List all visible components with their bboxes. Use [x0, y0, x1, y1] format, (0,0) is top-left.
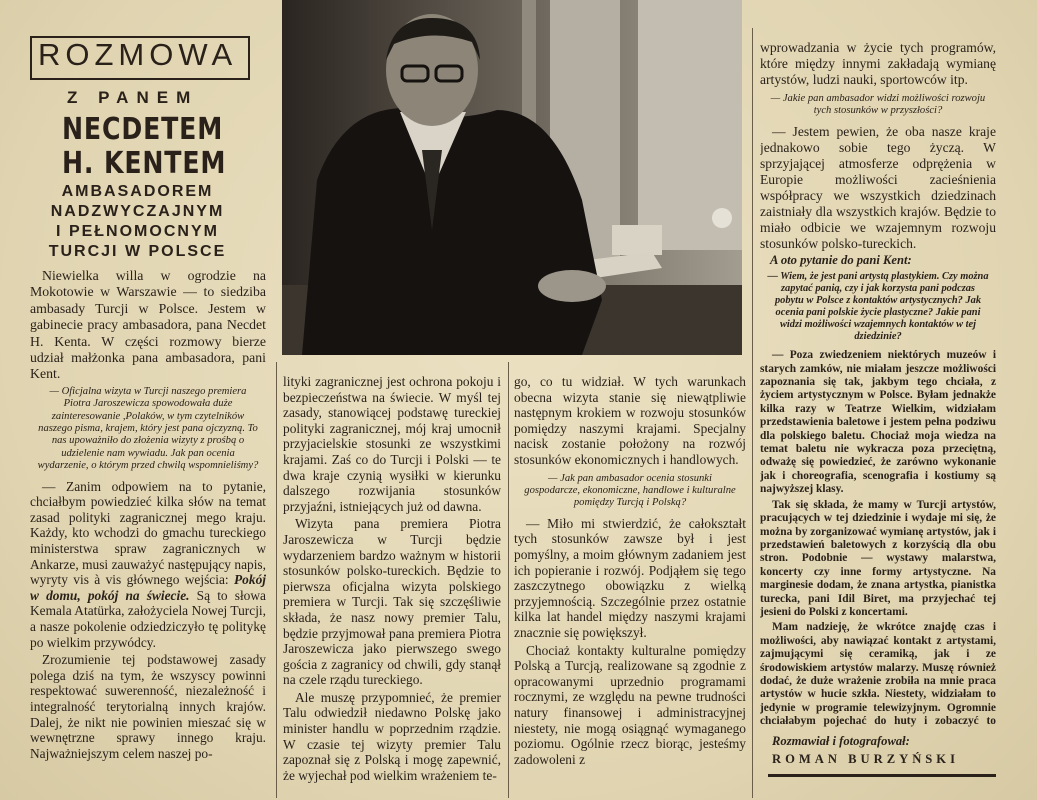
kent-heading: A oto pytanie do pani Kent: [770, 252, 912, 267]
question-2: — Jak pan ambasador ocenia stosunki gospodarcze, ekonomiczne, handlowe i kulturalne pomiędzy Turcją i Polską? [524, 472, 736, 509]
column-2 [283, 374, 501, 794]
intro-paragraph: Niewielka willa w ogrodzie na Mokotowie w Warszawie — to siedziba ambasady Turcji w Polsce. Jestem w gabinecie pracy ambasadora, pana Necdet H. Kenta. W części rozmowy bierze udział małżonka pana ambasadora, pani Kent. [30, 268, 266, 382]
motto: Pokój w domu, pokój na świecie. [30, 572, 266, 603]
question-3: — Jakie pan ambasador widzi możliwości rozwoju tych stosunków w przyszłości? [770, 93, 986, 117]
col2-paragraph-1: lityki zagranicznej jest ochrona pokoju i bezpieczeństwa na świecie. W myśl tej zasady, stanowiącej podstawę tureckiej polityki zagranicznej, mój kraj umocnił przyjacielskie stosunki ze wszystkimi krajami. Zaś co do Turcji i Polski — te dwa kraje czynią wysiłki w kierunku dalszego rozwijania stosunków przyjaźni, istniejących już od dawna. [283, 374, 501, 514]
subtitle-line-4: TURCJI W POLSCE [48, 243, 227, 260]
column-3 [514, 374, 746, 794]
column-4 [760, 40, 996, 730]
column-rule-3 [752, 28, 753, 798]
col3-paragraph-1: go, co tu widział. W tych warunkach obecna wizyta stanie się niewątpliwie następnym krokiem w rozwoju stosunków pomiędzy naszymi krajami. Specjalny nacisk zostanie położony na rozwój stosunków ekonomicznych i handlowych. [514, 374, 746, 467]
col2-paragraph-2: Wizyta pana premiera Piotra Jaroszewicza w Turcji będzie wydarzeniem bardzo ważnym w historii stosunków polsko-tureckich. Będzie to pierwsza oficjalna wizyta polskiego premiera w Turcji. Tak się szczęśliwie składa, że nasz nowy premier Talu, będzie przyjmował pana premiera Piotra Jaroszewicza jako pierwszego swego gościa z zagranicy od chwili, gdy stanął na czele rządu tureckiego. [283, 516, 501, 688]
question-4: — Wiem, że jest pani artystą plastykiem. Czy można zapytać panią, czy i jak korzysta pani podczas pobytu w Polsce z kontaktów artystycznych? Jak ocenia pani polskie życie plastyczne? Jakie pani widzi możliwości wzajemnych kontaktów w tej dziedzinie? [767, 271, 989, 343]
subtitle-line-3: I PEŁNOMOCNYM [56, 223, 219, 240]
ambassador-photo [282, 0, 742, 355]
subtitle-line-1: AMBASADOREM [61, 183, 214, 200]
question-1: — Oficjalna wizyta w Turcji naszego premiera Piotra Jaroszewicza spowodowała duże zainteresowanie ,Polaków, w tym czytelników naszego pisma, krajem, który jest pana ojczyzną. To nas upoważniło do złożenia wizyty z prośbą o udzielenie nam wywiadu. Jak pan ocenia wydarzenie, o którym przed chwilą wspomnieliśmy? [37, 385, 259, 472]
title-name-line2: H. KENTEM [62, 146, 227, 181]
col2-paragraph-3: Ale muszę przypomnieć, że premier Talu odwiedził niedawno Polskę jako minister handlu w poprzednim rządzie. W czasie tej wizyty premier Talu zapoznał się z Polską i mogę zapewnić, że wyjechał pod wielkim wrażeniem te- [283, 689, 501, 783]
col3-paragraph-3: Chociaż kontakty kulturalne pomiędzy Polską a Turcją, realizowane są zgodnie z opracowanymi uprzednio programami rocznymi, ze względu na pewne trudności natury finansowej i administracyjnej niestety, nie mogą osiągnąć wymaganego poziomu. Ogólnie rzecz biorąc, jesteśmy zadowoleni z [514, 642, 746, 767]
col4-paragraph-1: wprowadzania w życie tych programów, które między innymi zakładają wymianę artystów, ludzi nauki, sportowców itp. [760, 40, 996, 87]
kent-answer-3: Mam nadzieję, że wkrótce znajdę czas i możliwości, aby nawiązać kontakt z artystami, zajmującymi się ceramiką, jak i ze środowiskiem artystów malarzy. Muszę również dodać, że duże wrażenie zrobiła na mnie praca artystów w hucie szkła. Niestety, widziałam to jedynie w programie telewizyjnym. Ogromnie chciałabym pojechać do huty i zobaczyć to [760, 621, 996, 728]
kent-answer-1: — Poza zwiedzeniem niektórych muzeów i starych zamków, nie miałam jeszcze możliwości zapoznania się tak, jakbym tego chciała, z życiem artystycznym w Polsce. Byłam jednakże kilka razy w Teatrze Wielkim, widziałam przedstawienia baletowe i jestem pełna podziwu dla polskiego baletu. Chociaż moja wiedza na temat baletu nie wykracza poza przeciętną, odważę się powiedzieć, że zarówno wykonanie jak i choreografia, scenografia i kostiumy są najwyższej klasy. [760, 349, 996, 496]
bottom-rule [768, 774, 996, 777]
subtitle-line-2: NADZWYCZAJNYM [50, 203, 225, 220]
column-rule-2 [508, 362, 509, 798]
col3-paragraph-2: — Miło mi stwierdzić, że całokształt tych stosunków zawsze był i jest pomyślny, a moim głównym zadaniem jest ich popieranie i rozwój. Podjąłem się tego zaszczytnego obowiązku z wielką przyjemnością. Szczególnie przez ostatnie kilka lat handel między naszymi krajami znacznie się powiększył. [514, 515, 746, 640]
answer-1b: Zrozumienie tej podstawowej zasady polega dziś na tym, że wszyscy powinni respektować suwerenność, niezależność i integralność terytorialną innych krajów. Dalej, że nikt nie powinien mieszać się w wewnętrzne sprawy innego kraju. Najważniejszym celem naszej po- [30, 652, 266, 761]
col4-paragraph-2: — Jestem pewien, że oba nasze kraje jednakowo sobie tego życzą. W sprzyjającej atmosferze odprężenia w Europie możliwości zacieśnienia współpracy we wszystkich dziedzinach zaistniały dla wszystkich krajów. Będzie to miało odbicie we wzajemnym rozwoju stosunków polsko-tureckich. [760, 123, 996, 251]
title-name-line1: NECDETEM [62, 112, 224, 147]
byline-label: Rozmawiał i fotografował: [772, 734, 910, 748]
byline-name: ROMAN BURZYŃSKI [772, 752, 959, 766]
column-1 [30, 268, 266, 794]
column-rule-1 [276, 362, 277, 798]
title-prefix: Z PANEM [67, 88, 199, 107]
answer-1a: — Zanim odpowiem na to pytanie, chciałbym powiedzieć kilka słów na temat zasad polityki zagranicznej mego kraju. Każdy, kto wchodzi do gmachu tureckiego ministerstwa spraw zagranicznych w Ankarze, musi zauważyć następujący napis, wyryty vis à vis głównego wejścia: Pokój w domu, pokój na świecie. Są to słowa Kemala Atatürka, założyciela Nowej Turcji, a nasze pokolenie odziedziczyło tę politykę po wielkim przywódcy. [30, 478, 266, 650]
kent-answer-2: Tak się składa, że mamy w Turcji artystów, pracujących w tej dziedzinie i wydaje mi się, że można by zorganizować wymianę artystów, jak i przedstawień baletowych z korzyścią dla obu stron. Podobnie — wystawy malarstwa, koncerty czy inne formy artystyczne. Na marginesie dodam, że znana artystka, pianistka turecka, pani Idil Biret, ma przyjechać tej jesieni do Polski z koncertami. [760, 498, 996, 618]
section-label: ROZMOWA [38, 37, 238, 72]
